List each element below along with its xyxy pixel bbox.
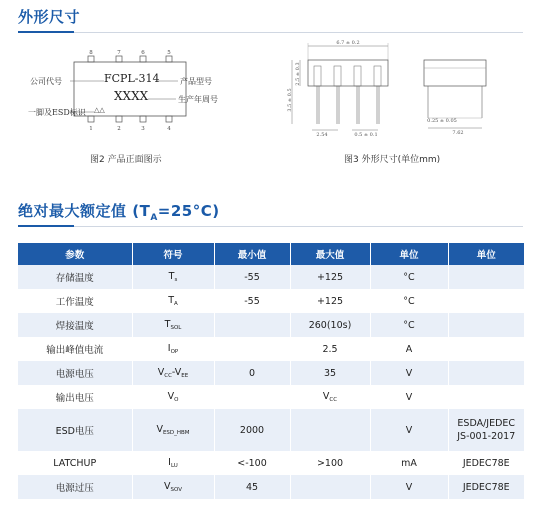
cell-min: <-100 <box>214 451 290 475</box>
table-row <box>18 475 524 499</box>
table-header-row <box>18 243 524 265</box>
cell-min: 2000 <box>214 409 290 451</box>
section-title-dimensions: 外形尺寸 <box>18 8 81 26</box>
cell-note <box>448 289 524 313</box>
section-divider <box>18 226 523 227</box>
cell-symbol: $T_A$ <box>132 289 214 313</box>
table-row <box>18 361 524 385</box>
pin-label: 2 <box>117 126 121 132</box>
cell-max: +125 <box>290 265 370 289</box>
package-leads <box>317 86 379 124</box>
cell-symbol: $I_{LU}$ <box>132 451 214 475</box>
part-number-marking: FCPL-314 <box>104 72 160 85</box>
cell-min: -55 <box>214 265 290 289</box>
cell-unit: °C <box>370 313 448 337</box>
label-pin1-esd: 一脚及ESD标识 <box>28 108 86 117</box>
figure-2-caption: 图2 产品正面图示 <box>90 155 162 165</box>
dim-total-height-label: 3.5 ± 0.5 <box>287 88 293 112</box>
package-body-side <box>424 60 486 86</box>
cell-min <box>214 313 290 337</box>
cell-parameter: 工作温度 <box>18 289 132 313</box>
pin-label: 5 <box>167 50 171 56</box>
dim-pin-width-label: 0.5 ± 0.1 <box>354 132 378 138</box>
cell-note <box>448 265 524 289</box>
dim-width-label: 6.7 ± 0.2 <box>336 40 360 46</box>
cell-parameter: 输出峰值电流 <box>18 337 132 361</box>
cell-max: 260(10s) <box>290 313 370 337</box>
cell-unit: V <box>370 361 448 385</box>
cell-note: JEDEC78E <box>448 475 524 499</box>
bottom-pins <box>88 116 172 122</box>
cell-max: +125 <box>290 289 370 313</box>
cell-max: $V_{CC}$ <box>290 385 370 409</box>
table-row <box>18 385 524 409</box>
cell-symbol: $I_{OP}$ <box>132 337 214 361</box>
column-header: 最大值 <box>290 243 370 265</box>
pin-label: 6 <box>141 50 145 56</box>
cell-note <box>448 337 524 361</box>
cell-parameter: ESD电压 <box>18 409 132 451</box>
column-header: 参数 <box>18 243 132 265</box>
cell-parameter: 焊接温度 <box>18 313 132 337</box>
cell-parameter: 电源过压 <box>18 475 132 499</box>
label-product-model: 产品型号 <box>180 77 212 86</box>
cell-unit: V <box>370 385 448 409</box>
cell-symbol: $T_{SOL}$ <box>132 313 214 337</box>
pin-label: 8 <box>89 50 93 56</box>
label-company-code: 公司代号 <box>30 77 62 86</box>
cell-min: -55 <box>214 289 290 313</box>
section-title-absolute-max-ratings: 绝对最大额定值 $(T_A=25^\circ C)$ <box>18 202 220 223</box>
column-header: 单位 <box>370 243 448 265</box>
pin-label: 1 <box>89 126 93 132</box>
cell-max: >100 <box>290 451 370 475</box>
cell-unit: °C <box>370 265 448 289</box>
section-accent-bar <box>18 225 74 227</box>
table-row <box>18 451 524 475</box>
product-front-diagram <box>28 40 238 140</box>
cell-parameter: 存储温度 <box>18 265 132 289</box>
esd-mark: △△ <box>94 106 105 114</box>
date-code-marking: XXXX <box>114 89 149 103</box>
cell-symbol: $V_{SOV}$ <box>132 475 214 499</box>
table-row <box>18 265 524 289</box>
figure-3-caption: 图3 外形尺寸(单位mm) <box>344 155 441 165</box>
label-date-code: 生产年周号 <box>178 95 218 104</box>
pin-label: 4 <box>167 126 171 132</box>
table-row <box>18 337 524 361</box>
cell-symbol: $V_{CC}-V_{EE}$ <box>132 361 214 385</box>
pin-label: 7 <box>117 50 121 56</box>
cell-symbol: $T_s$ <box>132 265 214 289</box>
cell-min <box>214 337 290 361</box>
cell-unit: V <box>370 409 448 451</box>
column-header: 符号 <box>132 243 214 265</box>
top-pins <box>88 56 172 62</box>
cell-unit: mA <box>370 451 448 475</box>
dim-thickness-label: 0.25 ± 0.05 <box>427 118 457 124</box>
cell-symbol: $V_{ESD\_HBM}$ <box>132 409 214 451</box>
cell-parameter: 输出电压 <box>18 385 132 409</box>
cell-note <box>448 313 524 337</box>
cell-max: 2.5 <box>290 337 370 361</box>
table-row <box>18 289 524 313</box>
table-row <box>18 313 524 337</box>
dim-lead-pitch-label: 2.54 <box>316 132 328 138</box>
section-accent-bar <box>18 31 74 33</box>
package-dimension-diagram <box>282 38 512 138</box>
cell-max <box>290 409 370 451</box>
cell-max <box>290 475 370 499</box>
column-header: 单位 <box>448 243 524 265</box>
package-body-front <box>308 60 388 86</box>
dim-height-label: 2.5 ± 0.3 <box>295 62 301 86</box>
cell-unit: A <box>370 337 448 361</box>
dim-row-span-label: 7.62 <box>452 130 464 136</box>
cell-min: 45 <box>214 475 290 499</box>
cell-min: 0 <box>214 361 290 385</box>
absolute-max-ratings-table <box>18 243 524 499</box>
section-divider <box>18 32 523 33</box>
cell-note: JEDEC78E <box>448 451 524 475</box>
cell-note: ESDA/JEDEC JS-001-2017 <box>448 409 524 451</box>
cell-unit: V <box>370 475 448 499</box>
cell-max: 35 <box>290 361 370 385</box>
cell-parameter: LATCHUP <box>18 451 132 475</box>
cell-note <box>448 361 524 385</box>
cell-parameter: 电源电压 <box>18 361 132 385</box>
column-header: 最小值 <box>214 243 290 265</box>
cell-min <box>214 385 290 409</box>
cell-unit: °C <box>370 289 448 313</box>
cell-note <box>448 385 524 409</box>
pin-label: 3 <box>141 126 145 132</box>
cell-symbol: $V_O$ <box>132 385 214 409</box>
table-row <box>18 409 524 451</box>
